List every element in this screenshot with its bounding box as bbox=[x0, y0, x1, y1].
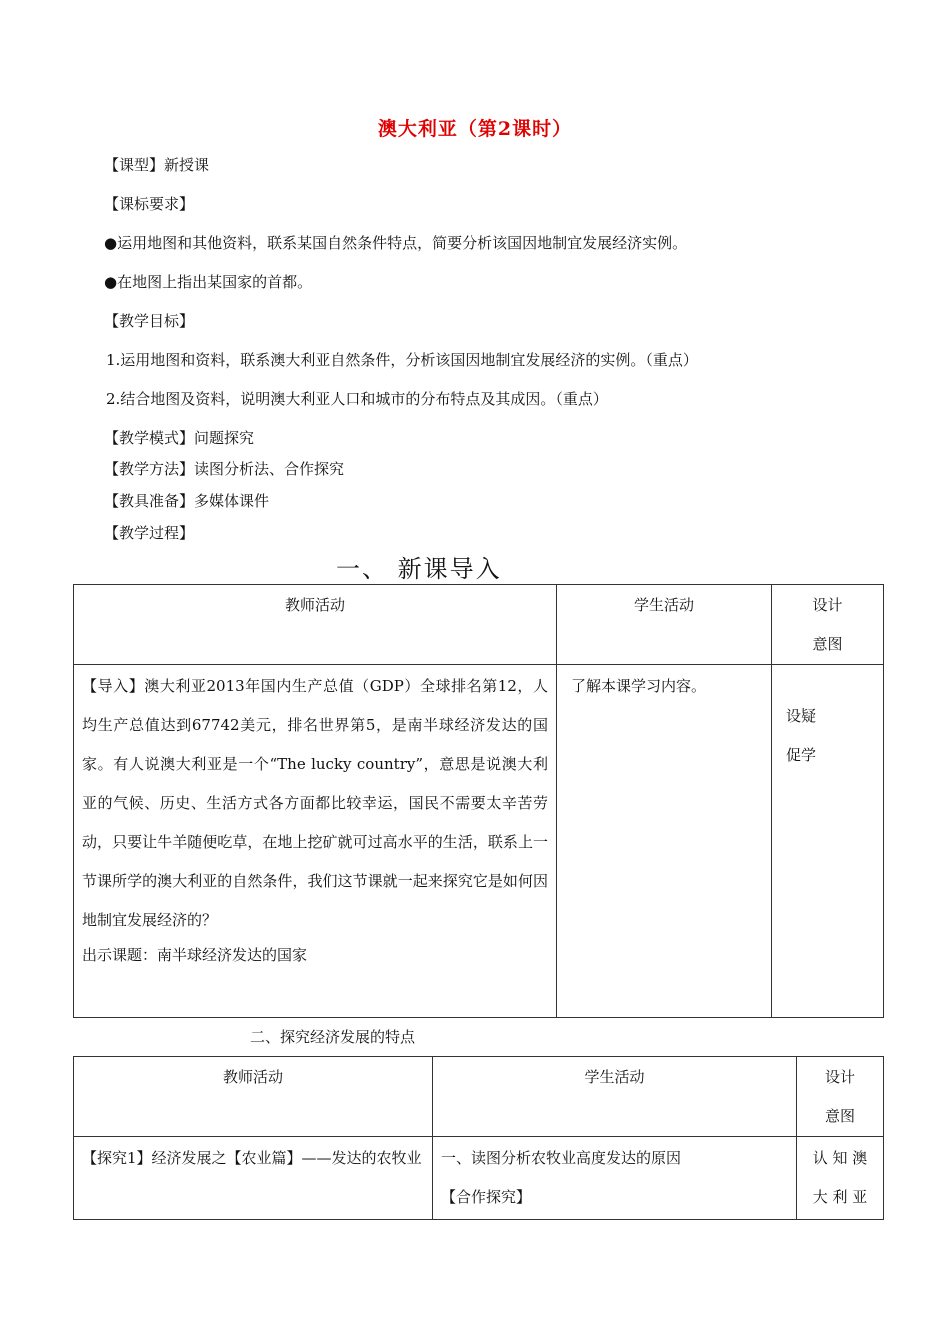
design-line: 设疑 bbox=[786, 707, 817, 725]
header-design-line: 意图 bbox=[824, 1107, 855, 1125]
teaching-tools: 【教具准备】多媒体课件 bbox=[104, 492, 270, 510]
header-teacher: 教师活动 bbox=[74, 585, 557, 665]
student-activity-cell bbox=[433, 1137, 797, 1220]
table-row bbox=[74, 1137, 884, 1220]
design-line: 认 知 澳 bbox=[812, 1149, 868, 1167]
teaching-method: 【教学方法】读图分析法、合作探究 bbox=[104, 460, 345, 478]
design-line: 大 利 亚 bbox=[812, 1188, 868, 1206]
design-intent-cell bbox=[772, 665, 884, 1018]
section2-table bbox=[73, 1056, 884, 1220]
standard-item: ●在地图上指出某国家的首都。 bbox=[104, 273, 313, 291]
document-title: 澳大利亚（第2课时） bbox=[377, 118, 573, 140]
header-design-line: 设计 bbox=[812, 596, 843, 614]
section2-heading: 二、探究经济发展的特点 bbox=[250, 1028, 416, 1046]
lesson-type: 【课型】新授课 bbox=[104, 156, 210, 174]
header-design bbox=[797, 1057, 884, 1137]
teacher-activity-cell: 【探究1】经济发展之【农业篇】——发达的农牧业 bbox=[74, 1137, 433, 1220]
student-line: 【合作探究】 bbox=[441, 1188, 532, 1206]
header-design-line: 设计 bbox=[824, 1068, 855, 1086]
standard-item: ●运用地图和其他资料，联系某国自然条件特点，简要分析该国因地制宜发展经济实例。 bbox=[104, 234, 688, 252]
student-line: 一、读图分析农牧业高度发达的原因 bbox=[441, 1149, 682, 1167]
section1-table bbox=[73, 584, 884, 1018]
table-header-row bbox=[74, 1057, 884, 1137]
section1-heading: 一、 新课导入 bbox=[336, 555, 502, 583]
teaching-process: 【教学过程】 bbox=[104, 524, 195, 542]
header-student: 学生活动 bbox=[557, 585, 772, 665]
topic-text: 出示课题：南半球经济发达的国家 bbox=[82, 946, 308, 964]
header-student: 学生活动 bbox=[433, 1057, 797, 1137]
intro-text: 【导入】澳大利亚2013年国内生产总值（GDP）全球排名第12，人均生产总值达到67742美元，排名世界第5，是南半球经济发达的国家。有人说澳大利亚是一个“The lucky country”，意思是说澳大利亚的气候、历史、生活方式各方面都比较幸运，国民不需要太辛苦劳动，只要让牛羊随便吃草，在地上挖矿就可过高水平的生活，联系上一节课所学的澳大利亚的自然条件，我们这节课就一起来探究它是如何因地制宜发展经济的？ bbox=[82, 677, 548, 929]
header-teacher: 教师活动 bbox=[74, 1057, 433, 1137]
student-activity-cell: 了解本课学习内容。 bbox=[557, 665, 772, 1018]
design-intent-cell bbox=[797, 1137, 884, 1220]
header-design bbox=[772, 585, 884, 665]
goal-item: 2.结合地图及资料，说明澳大利亚人口和城市的分布特点及其成因。（重点） bbox=[106, 390, 608, 408]
goal-item: 1.运用地图和资料，联系澳大利亚自然条件，分析该国因地制宜发展经济的实例。（重点） bbox=[106, 351, 698, 369]
table-header-row bbox=[74, 585, 884, 665]
table-row bbox=[74, 665, 884, 1018]
teacher-activity-cell bbox=[74, 665, 557, 1018]
teaching-mode: 【教学模式】问题探究 bbox=[104, 429, 255, 447]
design-line: 促学 bbox=[786, 746, 817, 764]
goals-header: 【教学目标】 bbox=[104, 312, 195, 330]
header-design-line: 意图 bbox=[812, 635, 843, 653]
standard-header: 【课标要求】 bbox=[104, 195, 195, 213]
